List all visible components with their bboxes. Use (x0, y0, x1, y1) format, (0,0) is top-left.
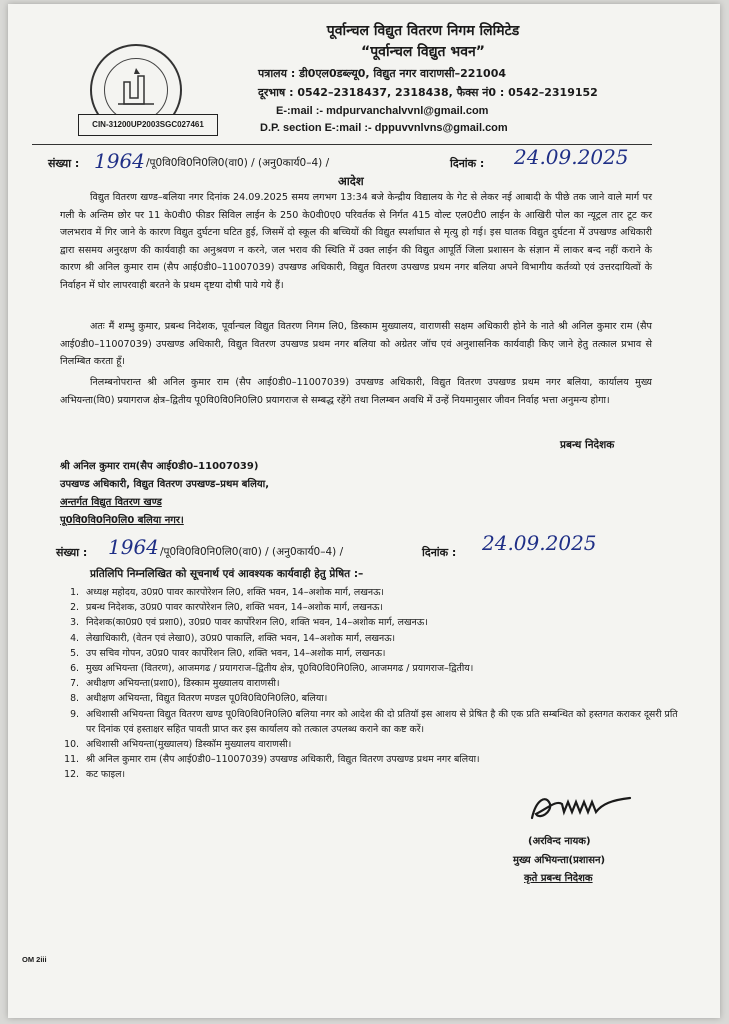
date-label-2: दिनांक : (422, 546, 457, 559)
list-item: 6. मुख्य अभियन्ता (वितरण), आजमगढ / प्रयागराज–द्वितीय क्षेत्र, पू0वि0वि0नि0लि0, आजमगढ / प्रयागराज–द्वितीय। (82, 661, 682, 676)
signer-designation: मुख्य अभियन्ता(प्रशासन) (513, 855, 606, 866)
list-item: 9. अधिशासी अभियन्ता विद्युत वितरण खण्ड पू0वि0वि0नि0लि0 बलिया नगर को आदेश की दो प्रतियॉ इस आशय से प्रेषित है की एक प्रति सम्बन्धित को हस्तगत कराकर दूसरी प्रति पर दिनांक एवं हस्ताक्षर सहित पावती प्राप्त कर इस कार्यालय को तत्काल उपलब्ध कराने का कष्ट करें। (82, 707, 682, 737)
list-item: 4. लेखाधिकारी, (वेतन एवं लेखा0), उ0प्र0 पाकालि, शक्ति भवन, 14–अशोक मार्ग, लखनऊ। (82, 631, 682, 646)
order-paragraph-3: निलम्बनोपरान्त श्री अनिल कुमार राम (सैप आई0डी0–11007039) उपखण्ड अधिकारी, विद्युत वितरण उपखण्ड प्रथम नगर बलिया, कार्यालय मुख्य अभियन्ता(वि0) प्रयागराज क्षेत्र–द्वितीय पू0वि0वि0नि0लि0 प्रयागराज से सम्बद्ध रहेंगे तथा निलम्बन अवधि में उन्हें नियमानुसार जीवन निर्वाह भत्ता अनुमन्य होगा। (60, 377, 652, 406)
list-item: 8. अधीक्षण अभियन्ता, विद्युत वितरण मण्डल पू0वि0वि0नि0लि0, बलिया। (82, 691, 682, 706)
list-item: 10. अधिशासी अभियन्ता(मुख्यालय) डिस्कॉम मुख्यालय वाराणसी। (82, 737, 682, 752)
signatory-title: प्रबन्ध निदेशक (560, 439, 615, 451)
letter-page (8, 4, 720, 1018)
handwritten-signature (526, 790, 636, 824)
order-paragraph-2: अतः मैं शम्भु कुमार, प्रबन्ध निदेशक, पूर्वान्चल विद्युत वितरण निगम लि0, डिस्काम मुख्यालय, वाराणसी सक्षम अधिकारी होने के नाते श्री अनिल कुमार राम (सैप आई0डी0–11007039) उपखण्ड अधिकारी, विद्युत वितरण उपखण्ड प्रथम नगर बलिया को अग्रेतर जॉच एवं अनुशासनिक कार्यवाही किए जाने हेतु तत्काल प्रभाव से निलम्बित करता हूँ। (60, 321, 652, 368)
order-heading: आदेश (338, 174, 364, 188)
addressee-designation: उपखण्ड अधिकारी, विद्युत वितरण उपखण्ड–प्रथम बलिया, (60, 479, 270, 490)
email-line: E-:mail :- mdpurvanchalvvnl@gmail.com (276, 105, 489, 117)
building-name: “पूर्वान्चल विद्युत भवन” (361, 44, 485, 60)
copy-recipient-list (64, 585, 682, 783)
dp-email-line: D.P. section E-:mail :- dppuvvnlvns@gmail.com (260, 122, 508, 134)
ref-suffix: /पू0वि0वि0नि0लि0(वा0) / (अनु0कार्य0–4) / (146, 157, 330, 169)
ref-label: संख्या : (48, 157, 80, 170)
cin-number-box: CIN-31200UP2003SGC027461 (78, 114, 218, 136)
postal-address: पत्रालय : डी0एल0डब्ल्यू0, विद्युत नगर वाराणसी–221004 (258, 67, 507, 80)
addressee-name: श्री अनिल कुमार राम(सैप आई0डी0–11007039) (60, 461, 259, 472)
form-code: OM 2iii (22, 955, 47, 964)
org-name: पूर्वान्चल विद्युत वितरण निगम लिमिटेड (326, 23, 520, 39)
addressee-division: अन्तर्गत विद्युत वितरण खण्ड (60, 497, 162, 508)
date-handwritten: 24.09.2025 (514, 145, 629, 169)
list-item: 5. उप सचिव गोपन, उ0प्र0 पावर कार्पोरेशन लि0, शक्ति भवन, 14–अशोक मार्ग, लखनऊ। (82, 646, 682, 661)
signer-name: (अरविन्द नायक) (528, 836, 591, 847)
list-item: 1. अध्यक्ष महोदय, उ0प्र0 पावर कारपोरेशन लि0, शक्ति भवन, 14–अशोक मार्ग, लखनऊ। (82, 585, 682, 600)
list-item: 2. प्रबन्ध निदेशक, उ0प्र0 पावर कारपोरेशन लि0, शक्ति भवन, 14–अशोक मार्ग, लखनऊ। (82, 600, 682, 615)
copy-heading: प्रतिलिपि निम्नलिखित को सूचनार्थ एवं आवश्यक कार्यवाही हेतु प्रेषित :– (90, 568, 364, 580)
list-item: 3. निदेशक(का0प्र0 एवं प्रशा0), उ0प्र0 पावर कार्पोरेशन लि0, शक्ति भवन, 14–अशोक मार्ग, लखनऊ। (82, 615, 682, 630)
ref-number-handwritten: 1964 (94, 149, 145, 173)
list-item: 11. श्री अनिल कुमार राम (सैप आई0डी0–11007039) उपखण्ड अधिकारी, विद्युत वितरण उपखण्ड प्रथम नगर बलिया। (82, 752, 682, 767)
ref-number-handwritten-2: 1964 (108, 535, 159, 559)
list-item: 7. अधीक्षण अभियन्ता(प्रशा0), डिस्काम मुख्यालय वाराणसी। (82, 676, 682, 691)
date-handwritten-2: 24.09.2025 (482, 531, 597, 555)
ref-label-2: संख्या : (56, 546, 88, 559)
signer-authority: कृते प्रबन्ध निदेशक (524, 873, 593, 884)
order-paragraph-1: विद्युत वितरण खण्ड–बलिया नगर दिनांक 24.09.2025 समय लगभग 13:34 बजे केन्द्रीय विद्यालय के गेट से लेकर नई आबादी के पीछे तक जाने वाले मार्ग पर गली के अन्तिम छोर पर 11 के0वी0 फीडर सिविल लाईन के 250 के0वी0ए0 परिवर्तक से निर्गत 415 वोल्ट एल0टी0 लाईन के आखिरी पोल का न्यूट्रल तार टूट कर जलभराव में गिर जाने के कारण विद्युत दुर्घटना घटित हुई, जिसमें दो स्कूल की बच्चियों की विद्युत स्पर्शाघात से मृत्यु हो गई। इस घातक विद्युत दुर्घटना में उपखण्ड अधिकारी द्वारा ससमय अनुरक्षण की कार्यवाही का अनुश्रवण न करने, जल भराव की स्थिति में उक्त लाईन की विद्युत आपूर्ति जिला प्रशासन के संज्ञान में लाकर बन्द नहीं कराने के कारण श्री अनिल कुमार राम (सैप आई0डी0–11007039) उपखण्ड अधिकारी, विद्युत वितरण उपखण्ड प्रथम नगर बलिया अपने विभागीय कर्तव्यो एवं उत्तरदायित्वों के निर्वाहन में घोर लापरवाही बरतने के प्रथम दृष्टया दोषी पाये गये हैं। (60, 192, 652, 291)
phone-fax: दूरभाष : 0542–2318437, 2318438, फैक्स नं0 : 0542–2319152 (258, 86, 598, 99)
ref-suffix-2: /पू0वि0वि0नि0लि0(वा0) / (अनु0कार्य0–4) / (160, 546, 344, 558)
addressee-company: पू0वि0वि0नि0लि0 बलिया नगर। (60, 515, 184, 526)
date-label: दिनांक : (450, 157, 485, 170)
list-item: 12. कट फाइल। (82, 767, 682, 782)
